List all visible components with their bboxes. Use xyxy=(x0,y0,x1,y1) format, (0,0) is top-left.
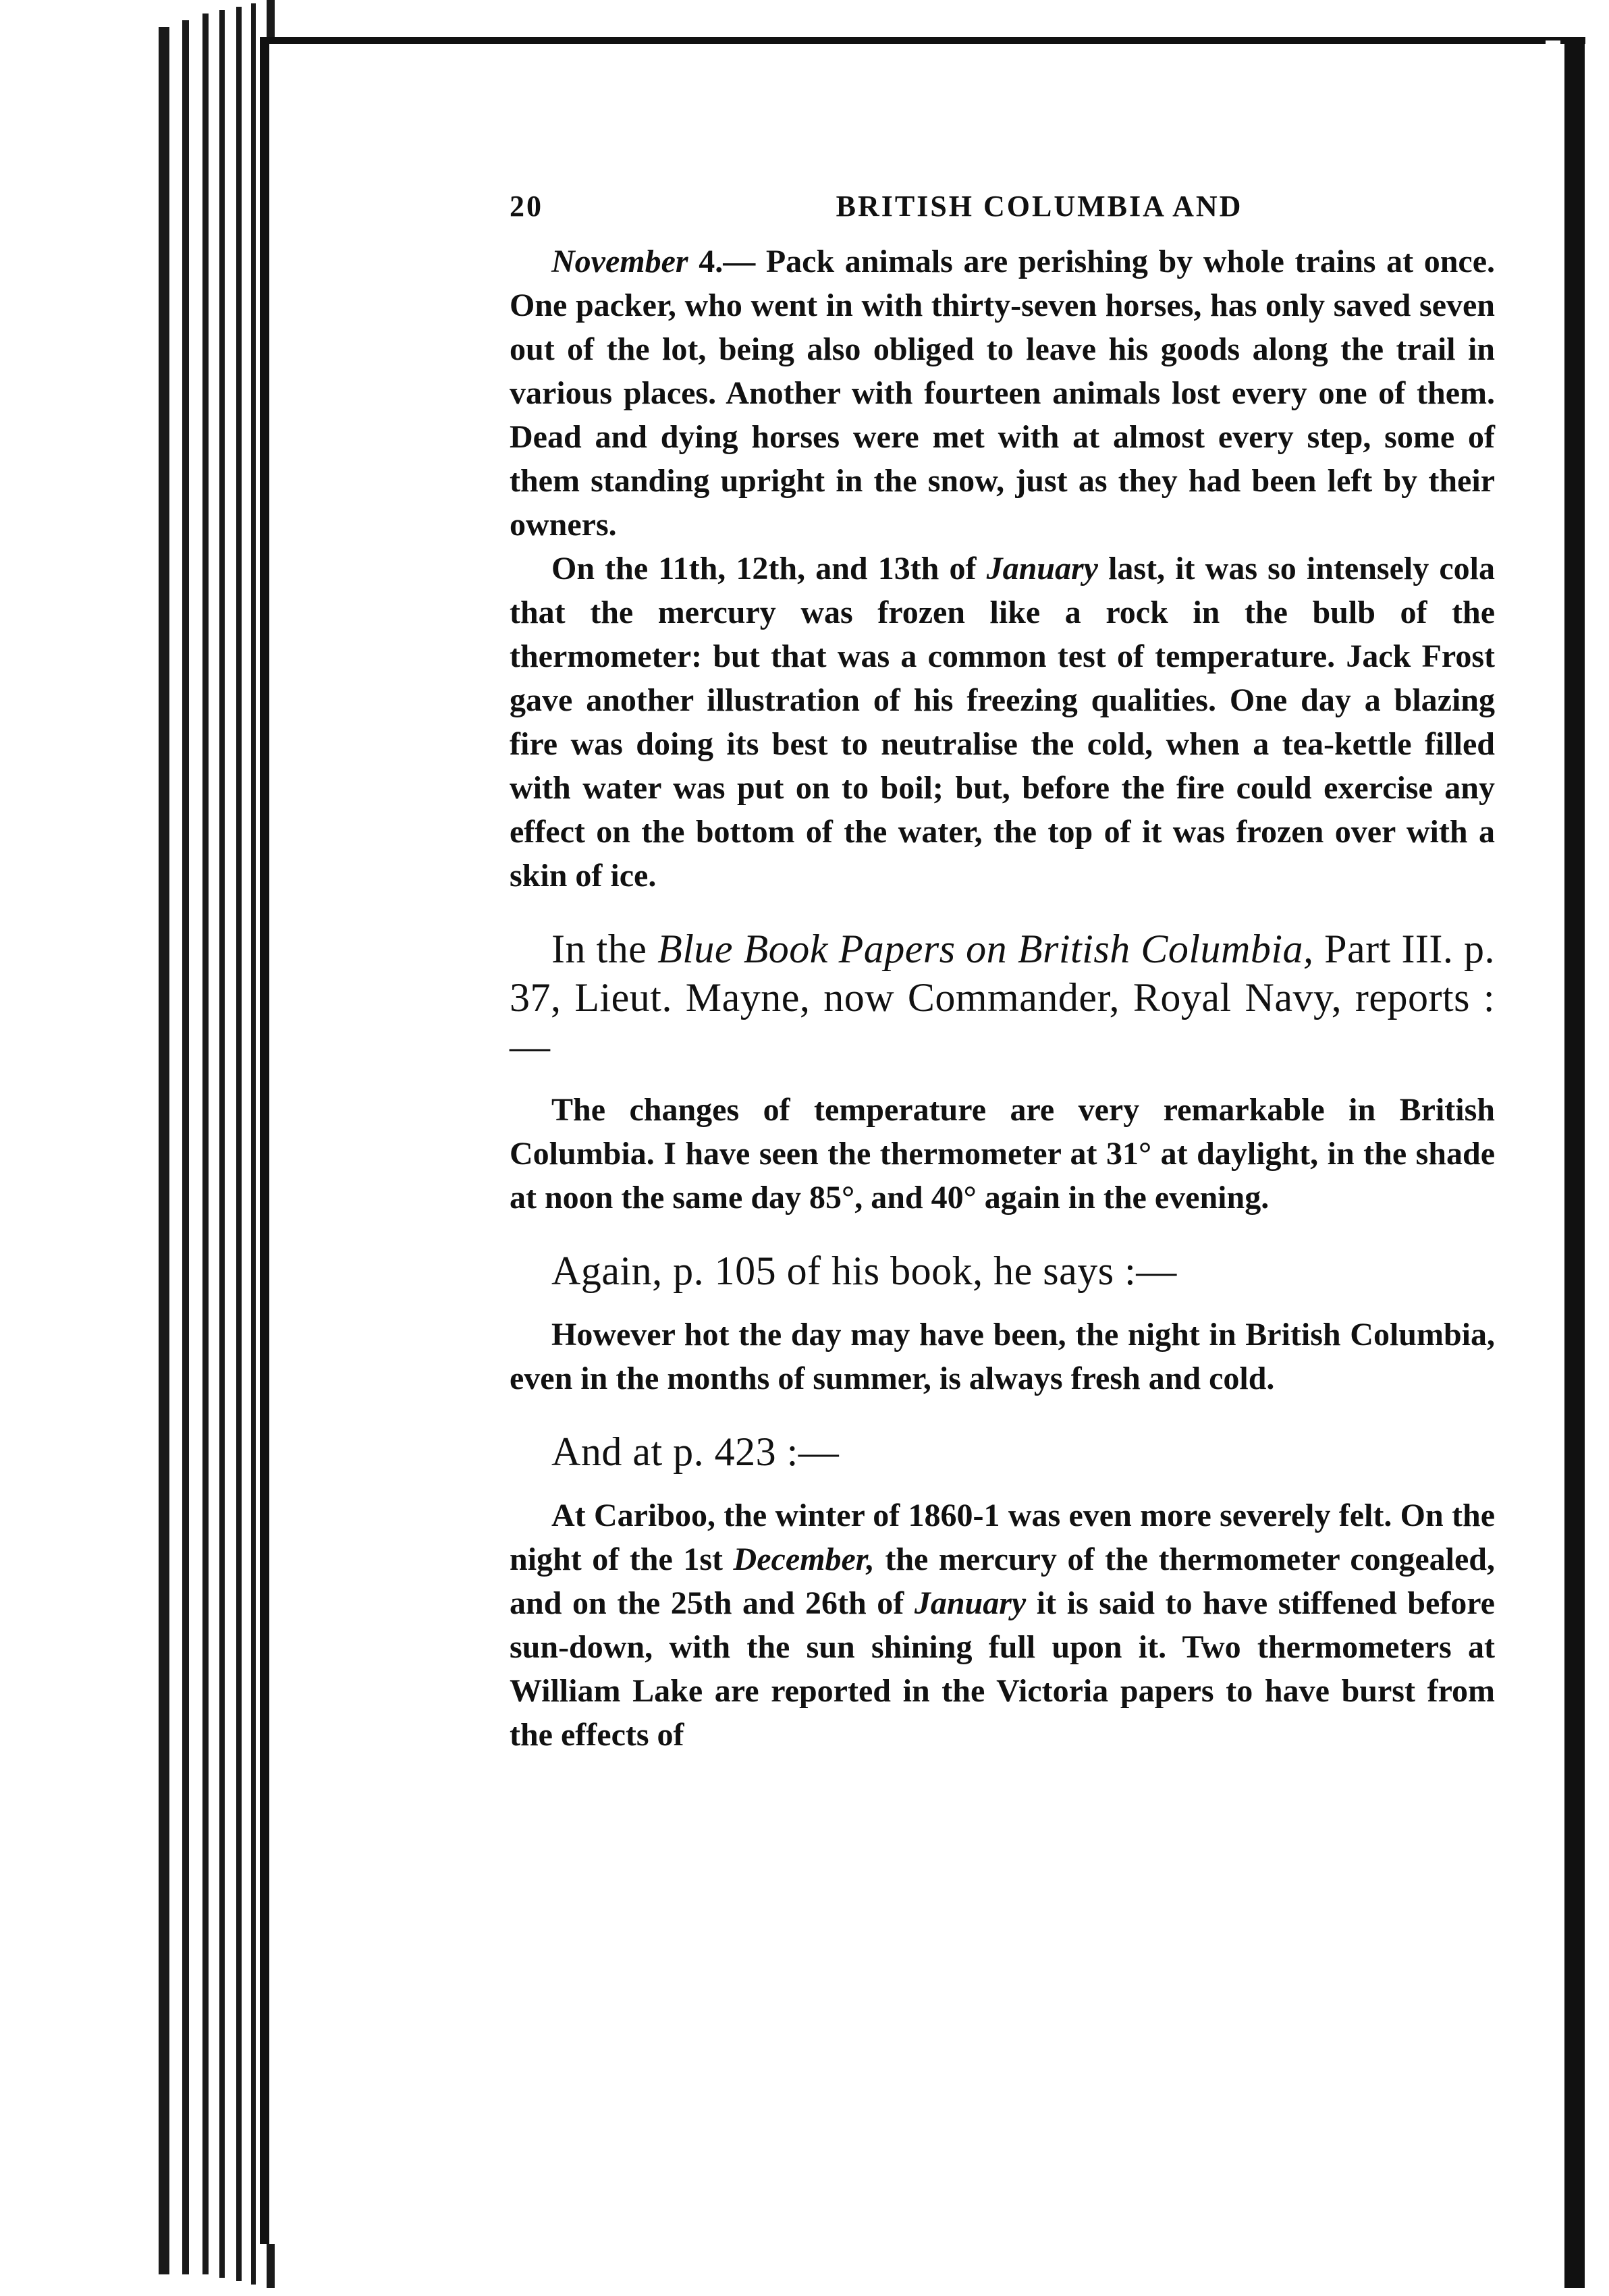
quote-temperature-changes: The changes of temperature are very remarkable in British Columbia. I have seen the thermometer at 31° at daylight, in the shade at noon the same day 85°, and 40° again in the evening. xyxy=(510,1092,1495,1215)
quote-hot-day: However hot the day may have been, the night in British Columbia, even in the months of summer, is always fresh and cold. xyxy=(510,1317,1495,1396)
running-title: BRITISH COLUMBIA AND xyxy=(836,190,1243,223)
passage-november: November 4.— Pack animals are perishing by whole trains at once. One packer, who went in with thirty-seven horses, has only saved seven out of the lot, being also obliged to leave his goods along the trail in various places. Another with fourteen animals lost every one of them. Dead and dying horses were met with at almost every step, some of them standing upright in the snow, just as they had been left by their owners. xyxy=(510,244,1495,543)
page-gutter xyxy=(1546,40,1560,2288)
page-number: 20 xyxy=(510,190,543,223)
passage-january: On the 11th, 12th, and 13th of January last, it was so intensely cola that the mercury was frozen like a rock in the bulb of the thermometer: but that was a common test of temperature. Jack Frost gave another illustration of his freezing qualities. One day a blazing fire was doing its best to neutralise the cold, when a tea-kettle filled with water was put on to boil; but, before the fire could exercise any effect on the bottom of the water, the top of it was frozen over with a skin of ice. xyxy=(510,551,1496,894)
quote-cariboo: At Cariboo, the winter of 1860-1 was even more severely felt. On the night of the 1st December, the mercury of the thermometer congealed, and on the 25th and 26th of January it is said to have stiffened before sun-down, with the sun shining full upon it. Two thermometers at William Lake are reported in the Victoria papers to have burst from the effects of xyxy=(510,1498,1496,1753)
book-page-stack xyxy=(0,0,283,2296)
book-right-edge xyxy=(1564,40,1585,2288)
page-text xyxy=(510,189,1495,1757)
intro-page-423: And at p. 423 :— xyxy=(551,1429,840,1474)
intro-page-105: Again, p. 105 of his book, he says :— xyxy=(551,1249,1177,1293)
running-head xyxy=(510,189,1495,223)
intro-blue-book: In the Blue Book Papers on British Columbia, Part III. p. 37, Lieut. Mayne, now Commander, Royal Navy, reports :— xyxy=(510,927,1496,1068)
passage-november-date: November xyxy=(551,244,688,279)
